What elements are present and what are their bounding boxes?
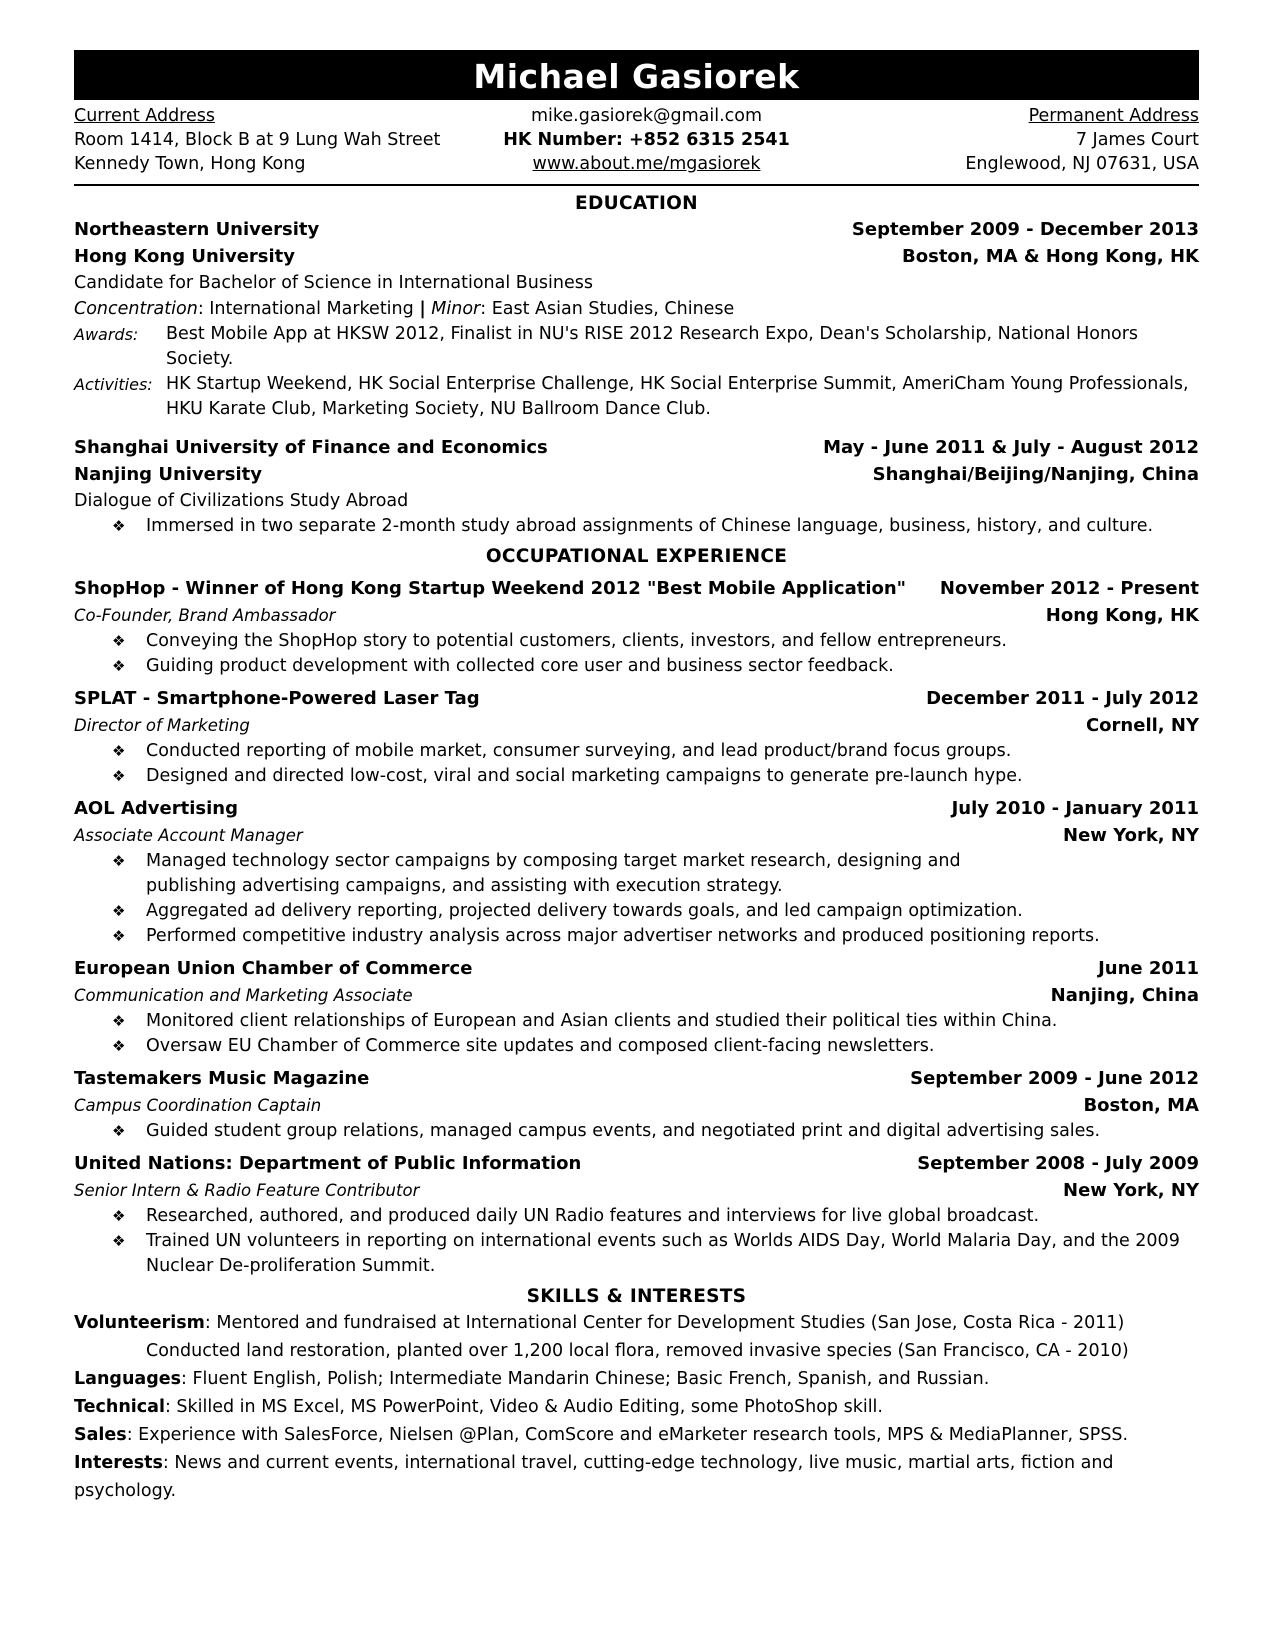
school-name: Nanjing University: [74, 464, 262, 485]
degree: Candidate for Bachelor of Science in International Business: [74, 273, 593, 293]
current-address-line2: Kennedy Town, Hong Kong: [74, 154, 306, 174]
job-entry: [74, 575, 1199, 679]
job-dates: September 2009 - June 2012: [910, 1068, 1199, 1089]
bullet-item: ❖ Researched, authored, and produced daily UN Radio features and interviews for live global broadcast.: [112, 1204, 1199, 1229]
bullet-item: ❖ Conducted reporting of mobile market, consumer surveying, and lead product/brand focus groups.: [112, 739, 1199, 764]
bullet-item: ❖ Aggregated ad delivery reporting, projected delivery towards goals, and led campaign optimization.: [112, 899, 1199, 924]
school-dates: September 2009 - December 2013: [851, 219, 1199, 240]
bullet-item: ❖ Monitored client relationships of European and Asian clients and studied their political ties within China.: [112, 1009, 1199, 1034]
job-org: AOL Advertising: [74, 798, 238, 819]
job-location: Cornell, NY: [1085, 715, 1199, 736]
job-entry: [74, 795, 1199, 949]
current-address-label: Current Address: [74, 106, 215, 126]
activities-value: HK Startup Weekend, HK Social Enterprise Challenge, HK Social Enterprise Summit, AmeriCham Young Professionals, HKU Karate Club, Marketing Society, NU Ballroom Dance Club.: [166, 374, 1189, 419]
phone-number: HK Number: +852 6315 2541: [503, 130, 790, 150]
skills-heading: SKILLS & INTERESTS: [526, 1286, 747, 1307]
bullet-item: ❖ Guided student group relations, managed campus events, and negotiated print and digital advertising sales.: [112, 1119, 1199, 1144]
technical-line: Technical: Skilled in MS Excel, MS PowerPoint, Video & Audio Editing, some PhotoShop skill.: [74, 1397, 883, 1417]
job-location: New York, NY: [1063, 825, 1199, 846]
awards-label: Awards:: [74, 325, 139, 344]
job-org: United Nations: Department of Public Information: [74, 1153, 582, 1174]
job-entry: [74, 955, 1199, 1059]
permanent-address-line2: Englewood, NJ 07631, USA: [965, 154, 1199, 174]
full-name: Michael Gasiorek: [473, 57, 800, 96]
contact-center: [482, 104, 812, 176]
job-role: Director of Marketing: [74, 716, 250, 735]
job-entry: [74, 1065, 1199, 1144]
school-name: Hong Kong University: [74, 246, 296, 267]
resume-page: [74, 50, 1199, 1505]
edu-sufe-row2: [74, 461, 1199, 488]
job-location: New York, NY: [1063, 1180, 1199, 1201]
awards-line: [74, 322, 1199, 372]
concentration-line: Concentration: International Marketing | Minor: East Asian Studies, Chinese: [74, 299, 735, 319]
edu-sufe-row1: [74, 434, 1199, 461]
permanent-address-label: Permanent Address: [1028, 106, 1199, 126]
school-dates: May - June 2011 & July - August 2012: [823, 437, 1199, 458]
contact-block: [74, 104, 1199, 176]
sales-line: Sales: Experience with SalesForce, Nielsen @Plan, ComScore and eMarketer research tools, MPS & MediaPlanner, SPSS.: [74, 1425, 1129, 1445]
edu-nu-row2: [74, 243, 1199, 270]
volunteerism-line: Volunteerism: Mentored and fundraised at International Center for Development Studies (San Jose, Costa Rica - 2011): [74, 1313, 1125, 1333]
education-heading: EDUCATION: [575, 193, 698, 214]
bullet-item: ❖ Managed technology sector campaigns by composing target market research, designing and publishing advertising campaigns, and assisting with execution strategy.: [112, 849, 1199, 899]
job-dates: July 2010 - January 2011: [951, 798, 1199, 819]
current-address-line1: Room 1414, Block B at 9 Lung Wah Street: [74, 130, 441, 150]
job-location: Hong Kong, HK: [1045, 605, 1199, 626]
bullet-item: ❖ Performed competitive industry analysis across major advertiser networks and produced positioning reports.: [112, 924, 1199, 949]
job-role: Co-Founder, Brand Ambassador: [74, 606, 336, 625]
awards-value: Best Mobile App at HKSW 2012, Finalist in NU's RISE 2012 Research Expo, Dean's Scholarship, National Honors Society.: [166, 324, 1139, 369]
job-entry: [74, 1150, 1199, 1279]
activities-line: [74, 372, 1199, 422]
job-dates: June 2011: [1098, 958, 1199, 979]
sufe-bullets: [74, 514, 1199, 539]
permanent-address-line1: 7 James Court: [1075, 130, 1199, 150]
languages-line: Languages: Fluent English, Polish; Intermediate Mandarin Chinese; Basic French, Spanish, and Russian.: [74, 1369, 990, 1389]
bullet-item: ❖ Immersed in two separate 2-month study abroad assignments of Chinese language, business, history, and culture.: [112, 514, 1199, 539]
permanent-address: [819, 104, 1199, 176]
activities-label: Activities:: [74, 375, 153, 394]
school-location: Shanghai/Beijing/Nanjing, China: [872, 464, 1199, 485]
website-link[interactable]: www.about.me/mgasiorek: [532, 154, 761, 174]
job-location: Boston, MA: [1083, 1095, 1199, 1116]
job-dates: November 2012 - Present: [939, 578, 1199, 599]
job-role: Communication and Marketing Associate: [74, 986, 413, 1005]
header-divider: [74, 184, 1199, 186]
bullet-item: ❖ Conveying the ShopHop story to potential customers, clients, investors, and fellow entrepreneurs.: [112, 629, 1199, 654]
school-name: Northeastern University: [74, 219, 320, 240]
job-location: Nanjing, China: [1050, 985, 1199, 1006]
bullet-item: ❖ Trained UN volunteers in reporting on international events such as Worlds AIDS Day, World Malaria Day, and the 2009 Nuclear De-proliferation Summit.: [112, 1229, 1199, 1279]
job-dates: September 2008 - July 2009: [917, 1153, 1199, 1174]
experience-heading: OCCUPATIONAL EXPERIENCE: [485, 546, 788, 567]
volunteerism-line-2: Conducted land restoration, planted over 1,200 local flora, removed invasive species (San Francisco, CA - 2010): [146, 1341, 1129, 1361]
job-role: Campus Coordination Captain: [74, 1096, 322, 1115]
job-role: Associate Account Manager: [74, 826, 303, 845]
interests-line: Interests: News and current events, international travel, cutting-edge technology, live music, martial arts, fiction and psychology.: [74, 1453, 1114, 1501]
bullet-item: ❖ Designed and directed low-cost, viral and social marketing campaigns to generate pre-launch hype.: [112, 764, 1199, 789]
edu-nu-row1: [74, 216, 1199, 243]
job-org: ShopHop - Winner of Hong Kong Startup Weekend 2012 "Best Mobile Application": [74, 578, 907, 599]
school-location: Boston, MA & Hong Kong, HK: [902, 246, 1199, 267]
email-link[interactable]: mike.gasiorek@gmail.com: [530, 106, 763, 126]
bullet-item: ❖ Guiding product development with collected core user and business sector feedback.: [112, 654, 1199, 679]
current-address: [74, 104, 474, 176]
bullet-item: ❖ Oversaw EU Chamber of Commerce site updates and composed client-facing newsletters.: [112, 1034, 1199, 1059]
job-dates: December 2011 - July 2012: [926, 688, 1199, 709]
school-name: Shanghai University of Finance and Economics: [74, 437, 548, 458]
job-role: Senior Intern & Radio Feature Contributor: [74, 1181, 420, 1200]
job-org: European Union Chamber of Commerce: [74, 958, 473, 979]
job-entry: [74, 685, 1199, 789]
job-org: Tastemakers Music Magazine: [74, 1068, 370, 1089]
name-header: [74, 50, 1199, 100]
study-abroad-program: Dialogue of Civilizations Study Abroad: [74, 491, 409, 511]
job-org: SPLAT - Smartphone-Powered Laser Tag: [74, 688, 480, 709]
